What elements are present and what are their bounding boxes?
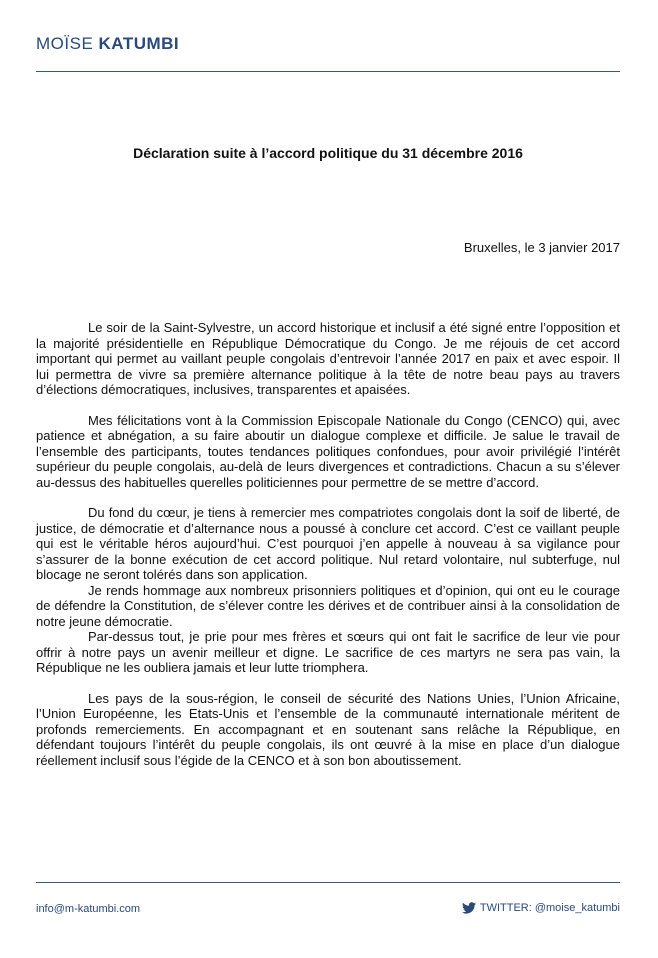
brand-last-name: KATUMBI [98, 34, 180, 53]
footer-divider [36, 882, 620, 883]
document-body [36, 320, 620, 768]
paragraph-2: Mes félicitations vont à la Commission Episcopale Nationale du Congo (CENCO) qui, avec patience et abnégation, a su faire aboutir un dialogue complexe et difficile. Je salue le travail de l’ensemble des participants, toutes tendances politiques confondues, pour avoir privilégié l’intérêt supérieur du peuple congolais, au-delà de leurs divergences et contradictions. Chacun a su s’élever au-dessus des habituelles querelles politiciennes pour permettre de se mettre d’accord. [36, 412, 620, 490]
paragraph-5: Par-dessus tout, je prie pour mes frères et sœurs qui ont fait le sacrifice de leur vie pour offrir à notre pays un avenir meilleur et digne. Le sacrifice de ces martyrs ne sera pas vain, la République ne les oubliera jamais et leur lutte triomphera. [36, 629, 620, 675]
paragraph-3: Du fond du cœur, je tiens à remercier mes compatriotes congolais dont la soif de liberté, de justice, de démocratie et d’alternance nous a poussé à conclure cet accord. C’est ce vaillant peuple qui est le véritable héros aujourd’hui. C’est pourquoi j’en appelle à nouveau à sa vigilance pour s’assurer de la bonne exécution de cet accord politique. Nul retard volontaire, nul subterfuge, nul blocage ne seront tolérés dans son application. [36, 505, 620, 582]
header-divider [36, 71, 620, 72]
document-title: Déclaration suite à l’accord politique du 31 décembre 2016 [133, 145, 523, 161]
footer-twitter-link[interactable] [462, 902, 620, 914]
brand-logo [36, 34, 179, 54]
brand-first-name: MOÏSE [36, 34, 94, 53]
twitter-handle: TWITTER: @moise_katumbi [479, 902, 620, 914]
twitter-bird-icon [462, 902, 476, 914]
footer-email-link[interactable]: info@m-katumbi.com [36, 903, 141, 915]
paragraph-6: Les pays de la sous-région, le conseil de sécurité des Nations Unies, l’Union Africaine, l’Union Européenne, les Etats-Unis et l’ensemble de la communauté internationale méritent de profonds remerciements. En accompagnant et en soutenant sans relâche la République, en défendant toujours l’intérêt du peuple congolais, ils ont œuvré à la mise en place d’un dialogue réellement inclusif sous l’égide de la CENCO et à son bon aboutissement. [36, 690, 620, 768]
paragraph-4: Je rends hommage aux nombreux prisonniers politiques et d’opinion, qui ont eu le courage de défendre la Constitution, de s’élever contre les dérives et de contribuer ainsi à la consolidation de notre jeune démocratie. [36, 582, 620, 629]
dateline: Bruxelles, le 3 janvier 2017 [463, 240, 620, 255]
paragraph-1: Le soir de la Saint-Sylvestre, un accord historique et inclusif a été signé entre l’opposition et la majorité présidentielle en République Démocratique du Congo. Je me réjouis de cet accord important qui permet au vaillant peuple congolais d’entrevoir l’année 2017 en paix et avec espoir. Il lui permettra de vivre sa première alternance politique à la tête de notre beau pays au travers d’élections démocratiques, inclusives, transparentes et apaisées. [36, 320, 620, 397]
